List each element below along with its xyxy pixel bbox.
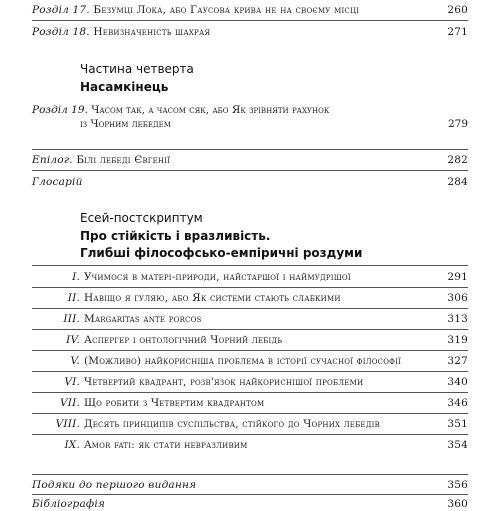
page-number: 354 <box>447 439 468 451</box>
section-number: IX. <box>64 439 80 451</box>
page-number: 282 <box>447 154 468 166</box>
page-number: 346 <box>447 397 468 409</box>
section-number: VII. <box>59 397 80 409</box>
toc-entry-bibliography[interactable] <box>32 497 468 511</box>
part-subtitle: Частина четверта <box>80 62 194 76</box>
divider <box>32 350 468 351</box>
section-title: Margaritas ante porcos <box>84 313 202 325</box>
section-title: Четвертий квадрант, розв'язок найкориснішої проблеми <box>84 376 364 388</box>
section-number: III. <box>63 313 80 325</box>
page-number: 291 <box>447 271 468 283</box>
section-title: Amor fati: як стати невразливим <box>84 439 248 451</box>
toc-entry-chapter-17[interactable] <box>32 3 468 17</box>
glossary-label: Глосарій <box>32 176 83 188</box>
section-number: II. <box>67 292 80 304</box>
divider <box>32 265 468 266</box>
toc-entry-glossary[interactable] <box>32 175 468 189</box>
page-number: 327 <box>447 355 468 367</box>
divider <box>32 308 468 309</box>
divider <box>32 494 468 495</box>
page-number: 306 <box>447 292 468 304</box>
divider <box>32 434 468 435</box>
section-title: Що робити з Четвертим квадрантом <box>84 397 265 409</box>
section-number: I. <box>72 271 80 283</box>
divider <box>32 371 468 372</box>
section-title: Аспергер і онтологічний Чорний лебідь <box>84 334 283 346</box>
chapter-label: Розділ 17. <box>32 4 90 16</box>
divider <box>32 474 468 475</box>
chapter-title: Невизначеність шахрая <box>93 26 211 38</box>
toc-entry-epilogue[interactable] <box>32 153 468 167</box>
part-title: Насамкінець <box>80 80 169 94</box>
section-title: (Можливо) найкорисніша проблема в історії сучасної філософії <box>84 355 402 367</box>
section-title: Учимося в матері-природи, найстаршої і наймудрішої <box>84 271 351 283</box>
page-number: 260 <box>447 4 468 16</box>
page-number: 351 <box>447 418 468 430</box>
section-number: V. <box>70 355 80 367</box>
page-number: 356 <box>447 479 468 491</box>
toc-entry-chapter-18[interactable] <box>32 25 468 39</box>
epilogue-title: Білі лебеді Євгенії <box>76 154 171 166</box>
section-title: Десять принципів суспільства, стійкого до Чорних лебедів <box>84 418 380 430</box>
section-title: Навіщо я гуляю, або Як системи стають слабкими <box>84 292 341 304</box>
divider <box>32 20 468 21</box>
page-number: 340 <box>447 376 468 388</box>
epilogue-label: Епілог. <box>32 154 73 166</box>
table-of-contents <box>32 0 468 510</box>
page-number: 313 <box>447 313 468 325</box>
page-number: 271 <box>447 26 468 38</box>
essay-title-line2: Глибші філософсько-емпіричні роздуми <box>80 246 363 260</box>
divider <box>32 413 468 414</box>
essay-title-line1: Про стійкість і вразливість. <box>80 229 271 243</box>
divider <box>32 149 468 150</box>
chapter-title: Безумці Лока, або Гаусова крива не на своєму місці <box>93 4 360 16</box>
toc-entry-chapter-19[interactable] <box>32 103 468 130</box>
chapter-label: Розділ 18. <box>32 26 90 38</box>
acknowledgements-label: Подяки до першого видання <box>32 479 197 491</box>
divider <box>32 329 468 330</box>
section-number: VI. <box>64 376 80 388</box>
bibliography-label: Бібліографія <box>32 498 106 510</box>
page-number: 279 <box>447 118 468 130</box>
page-number: 284 <box>447 176 468 188</box>
chapter-title-line1: Часом так, а часом сяк, або Як зрівняти рахунок <box>91 104 330 116</box>
section-number: VIII. <box>55 418 80 430</box>
page-number: 319 <box>447 334 468 346</box>
page-number: 360 <box>447 498 468 510</box>
chapter-label: Розділ 19. <box>32 104 88 116</box>
section-number: IV. <box>66 334 80 346</box>
divider <box>32 170 468 171</box>
chapter-title-line2: із Чорним лебедем <box>80 118 171 130</box>
essay-subtitle: Есей-постскриптум <box>80 211 203 225</box>
divider <box>32 392 468 393</box>
divider <box>32 287 468 288</box>
toc-entry-acknowledgements[interactable] <box>32 478 468 492</box>
